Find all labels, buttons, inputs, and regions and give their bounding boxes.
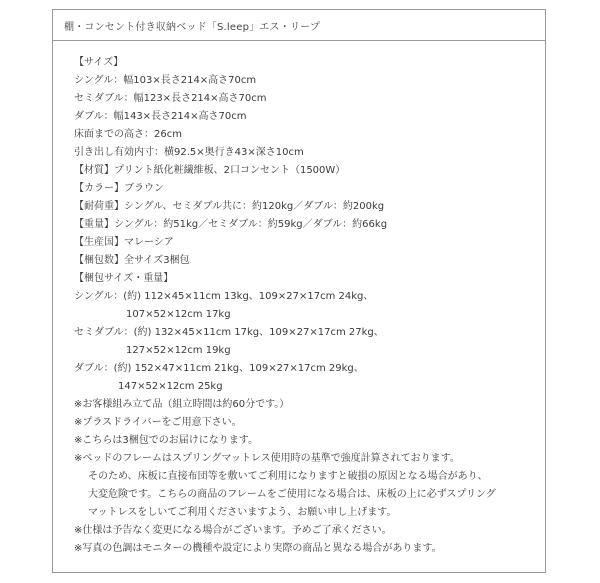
note-frame-cont-1: そのため、床板に直接布団等を敷いてご利用になりますと破損の原因となる場合があり、 [88, 471, 488, 482]
spec-content [74, 54, 537, 558]
package-single: シングル：(約) 112×45×11cm 13kg、109×27×17cm 24kg、 [74, 291, 374, 302]
size-single: シングル：幅103×長さ214×高さ70cm [74, 75, 257, 86]
package-count: 【梱包数】全サイズ3梱包 [74, 255, 190, 266]
color: 【カラー】ブラウン [74, 183, 164, 194]
package-semidouble: セミダブル：(約) 132×45×11cm 17kg、109×27×17cm 27kg、 [74, 327, 384, 338]
note-delivery: ※こちらは3梱包でのお届けになります。 [74, 435, 258, 446]
product-title-header [53, 10, 545, 41]
note-assembly: ※お客様組み立て品（組立時間は約60分です。） [74, 399, 290, 410]
note-spec-change: ※仕様は予告なく変更になる場合がございます。予めご了承ください。 [74, 525, 392, 536]
size-semidouble: セミダブル：幅123×長さ214×高さ70cm [74, 93, 267, 104]
package-size-heading: 【梱包サイズ・重量】 [74, 273, 174, 284]
note-screwdriver: ※プラスドライバーをご用意下さい。 [74, 417, 242, 428]
note-frame-cont-3: マットレスをしいてご利用くださいますよう、お願い申し上げます。 [88, 507, 397, 518]
package-double: ダブル：(約) 152×47×11cm 21kg、109×27×17cm 29kg、 [74, 363, 364, 374]
spec-box [52, 9, 546, 573]
note-frame-cont-2: 大変危険です。こちらの商品のフレームをご使用になる場合は、床板の上に必ずスプリング [88, 489, 496, 500]
package-double-cont: 147×52×12cm 25kg [118, 381, 223, 392]
size-double: ダブル：幅143×長さ214×高さ70cm [74, 111, 247, 122]
floor-height: 床面までの高さ：26cm [74, 129, 182, 140]
load-capacity: 【耐荷重】シングル、セミダブル共に：約120kg／ダブル：約200kg [74, 201, 385, 212]
country-of-origin: 【生産国】マレーシア [74, 237, 174, 248]
material: 【材質】プリント紙化粧繊維板、2口コンセント（1500W） [74, 165, 346, 176]
drawer-inner-size: 引き出し有効内寸：横92.5×奥行き43×深さ10cm [74, 147, 304, 158]
product-title: 棚・コンセント付き収納ベッド「S.leep」エス・リープ [64, 21, 321, 33]
note-photo-color: ※写真の色調はモニターの機種や設定により実際の商品と異なる場合があります。 [74, 543, 442, 554]
size-heading: 【サイズ】 [74, 57, 124, 68]
note-frame: ※ベッドのフレームはスプリングマットレス使用時の基準で強度計算されております。 [74, 453, 460, 464]
package-semidouble-cont: 127×52×12cm 19kg [126, 345, 231, 356]
weight: 【重量】シングル：約51kg／セミダブル：約59kg／ダブル：約66kg [74, 219, 388, 230]
package-single-cont: 107×52×12cm 17kg [126, 309, 231, 320]
